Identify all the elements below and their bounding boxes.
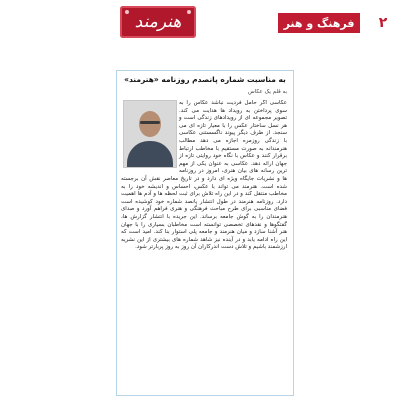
page-header	[0, 0, 400, 44]
article-title: به مناسبت شماره پانصدم روزنامه «هنرمند»	[124, 75, 286, 84]
logo-text: هنرمند	[134, 12, 182, 32]
newspaper-logo	[120, 6, 196, 38]
article-box	[116, 70, 294, 396]
right-blank-column	[300, 70, 394, 394]
portrait-glasses	[140, 121, 160, 124]
author-portrait-icon	[123, 100, 177, 168]
article-byline: به قلم یک عکاس	[248, 89, 287, 95]
page-number: ۲	[378, 15, 388, 31]
section-title: فرهنگ و هنر	[283, 16, 355, 30]
portrait-shirt	[127, 141, 173, 168]
portrait-head	[139, 111, 161, 137]
section-title-bar	[278, 13, 360, 33]
left-blank-column	[8, 70, 108, 394]
article-body-text: عکاسی اگر حامل فرديت نباشد عکاس را به سوی پرداختن به رويداد ها هدايت می کند. تصوير مجموعه ای از رويدادهای زندگی است و هر نسل ساختار عکس را با معيار تازه ای می سنجد. از طرف ديگر پيوند ناگسستنی عکاسی با زندگی روزمره اجازه می دهد مطالب هنرمندانه به صورت مستقيم با مخاطب ارتباط برقرار کنند و عکاس با نگاه خود روايتی تازه از جهان ارائه دهد. عکاسی به عنوان يکی از مهم ترين رسانه های بيان هنری، امروز در روزنامه ها و نشريات جايگاه ويژه ای دارد و در تاريخ معاصر نقش آن برجسته شده است. هنرمند می تواند با عکس، احساس و انديشه خود را به مخاطب منتقل کند و در اين راه تلاش برای ثبت لحظه ها و آدم ها اهميت دارد. روزنامه هنرمند در طول انتشار پانصد شماره خود کوشيده است فضای مناسبی برای طرح مباحث فرهنگی و هنری فراهم آورد و صدای هنرمندان را به گوش جامعه برساند. اين جريده با انتشار گزارش ها، گفتگوها و نقدهای تخصصی توانسته است مخاطبان بسياری را با جهان هنر آشنا سازد و ميان هنرمند و جامعه پلی استوار بنا کند. اميد است که اين راه ادامه يابد و در آينده نيز شاهد شماره های بيشتری از اين نشريه ارزشمند باشيم و تلاش دست اندرکاران آن روز به روز پربارتر شود.	[121, 100, 287, 251]
